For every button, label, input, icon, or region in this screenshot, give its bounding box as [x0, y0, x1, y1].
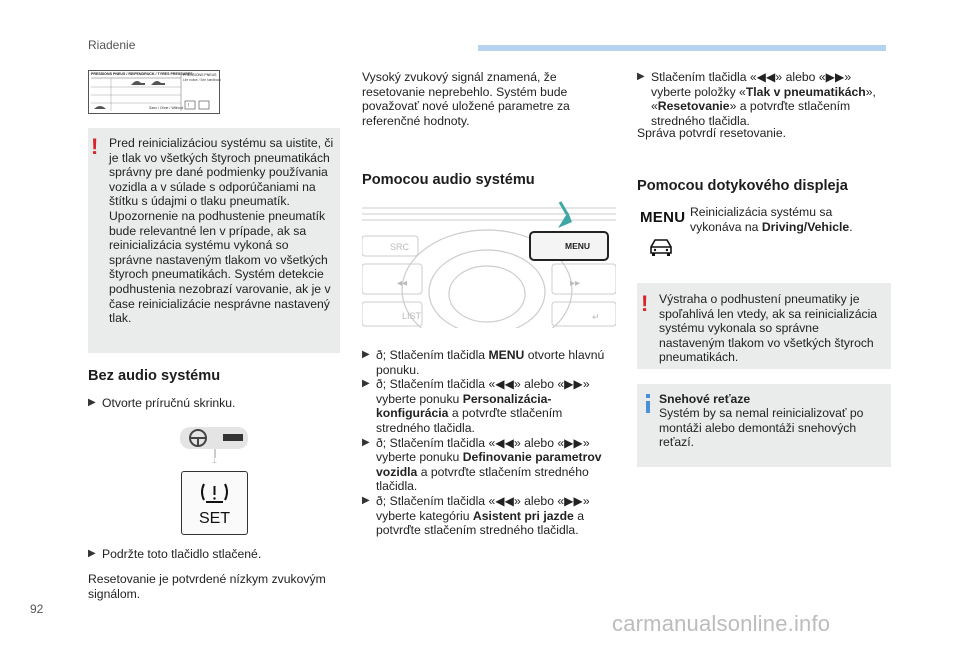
svg-text:▸▸: ▸▸ [570, 278, 581, 289]
car-icon [646, 235, 676, 261]
confirmation-text: Resetovanie je potvrdené nízkym zvukovým signálom. [88, 572, 326, 601]
warning-text: Výstraha o podhustení pneumatiky je spoľahlivá len vtedy, ak sa reinicializácia systému vykonala so správne nastaveným tlakom vo všetkých štyroch pneumatikách. [659, 292, 878, 365]
set-button[interactable] [181, 471, 248, 535]
audio-step: ð; ▶ Stlačením tlačidla «◀◀» alebo «▶▶» vyberte ponuku Personalizácia-konfigurácia a potvrďte stlačením stredného tlačidla. [362, 377, 610, 435]
tyre-pressure-label-image [88, 70, 220, 114]
step-open-glovebox [88, 396, 338, 411]
steering-wheel-icon [180, 425, 250, 465]
set-button-label: SET [198, 510, 231, 527]
audio-list-label: LIST [402, 311, 422, 321]
confirmation-message: Správa potvrdí resetovanie. [637, 126, 787, 140]
touch-screen-text: Reinicializácia systému sa vykonáva na Driving/Vehicle. [690, 205, 853, 234]
heading-no-audio: Bez audio systému [88, 368, 221, 384]
svg-text:⊥: ⊥ [212, 459, 218, 465]
warning-box-touch [637, 283, 891, 369]
info-box-snow-chains [637, 384, 891, 467]
svg-text:!: ! [188, 103, 190, 109]
info-icon-dot [646, 394, 650, 398]
page-number: 92 [30, 602, 44, 616]
heading-audio-system: Pomocou audio systému [362, 172, 535, 188]
audio-step: ð; ▶ Stlačením tlačidla MENU otvorte hlavnú ponuku. [362, 348, 610, 377]
menu-button-icon[interactable]: MENU [640, 209, 686, 226]
bullet-icon: ð; ▶ [362, 436, 370, 448]
audio-menu-button[interactable]: MENU [565, 241, 591, 251]
bullet-icon: ð; ▶ [362, 494, 370, 506]
intro-text: Vysoký zvukový signál znamená, že resetovanie neprebehlo. Systém bude považovať nové uložené parametre za referenčné hodnoty. [362, 70, 570, 128]
bullet-icon: ▶ [637, 71, 645, 82]
section-label: Riadenie [88, 38, 136, 52]
step-text: Podržte toto tlačidlo stlačené. [102, 547, 262, 561]
watermark: carmanualsonline.info [612, 611, 831, 636]
audio-src-label: SRC [390, 242, 410, 252]
glovebox-illustration [180, 425, 250, 465]
warning-icon: ! [91, 134, 99, 159]
label-right-caption: PRESSIONS PNEUS [183, 73, 217, 77]
label-right-sub: Lire notice / See handbook [183, 78, 221, 82]
audio-step: ð; ▶ Stlačením tlačidla «◀◀» alebo «▶▶» vyberte ponuku Definovanie parametrov vozidla a potvrďte stlačením stredného tlačidla. [362, 436, 610, 494]
audio-steps-list [362, 348, 610, 538]
step-text: Otvorte príručnú skrinku. [102, 396, 236, 410]
warning-text: Pred reinicializáciou systému sa uistite, či je tlak vo všetkých štyroch pneumatikách správny pre dané podmienky používania vozidla a v súlade s odporúčaniami na štítku s údajmi o tlaku pneumatík. Upozornenie na podhustenie pneumatík bude relevantné len v prípade, ak sa reinicializácia systému vykoná so správne nastaveným tlakom vo všetkých štyroch pneumatikách. Systém detekcie podhustenia nezobrazí varovanie, ak je v čase reinicializácie nesprávne nastavený tlak. [109, 136, 334, 326]
label-note: Sans / Ohne / Without [149, 106, 184, 110]
audio-panel-drawing [362, 200, 616, 328]
label-title: PRESSIONS PNEUS / REIFENDRUCK / TYRES PRESSURES [91, 72, 193, 76]
step-hold-button [88, 547, 338, 562]
audio-step: ð; ▶ Stlačením tlačidla «◀◀» alebo «▶▶» vyberte kategóriu Asistent pri jazde a potvrďte stlačením stredného tlačidla. [362, 494, 610, 538]
heading-touch-screen: Pomocou dotykového displeja [637, 178, 848, 194]
bullet-icon: ▶ [88, 397, 96, 408]
audio-panel-illustration [362, 200, 616, 328]
svg-text:↵: ↵ [592, 312, 600, 322]
info-icon [646, 401, 650, 413]
bullet-icon: ð; ▶ [362, 349, 370, 360]
warning-box-reset [88, 128, 340, 353]
bullet-icon: ð; ▶ [362, 378, 370, 390]
bullet-icon: ▶ [88, 548, 96, 559]
info-title: Snehové reťaze [659, 392, 751, 406]
header-accent-bar [478, 45, 886, 51]
svg-text:◂◂: ◂◂ [397, 278, 408, 289]
warning-icon: ! [641, 291, 649, 316]
info-text: Systém by sa nemal reinicializovať po montáži alebo demontáži snehových reťazí. [659, 406, 864, 450]
select-tyre-reset-step: ▶ Stlačením tlačidla «◀◀» alebo «▶▶» vyberte položky «Tlak v pneumatikách», «Resetovanie» a potvrďte stlačením stredného tlačidla. [637, 70, 876, 128]
